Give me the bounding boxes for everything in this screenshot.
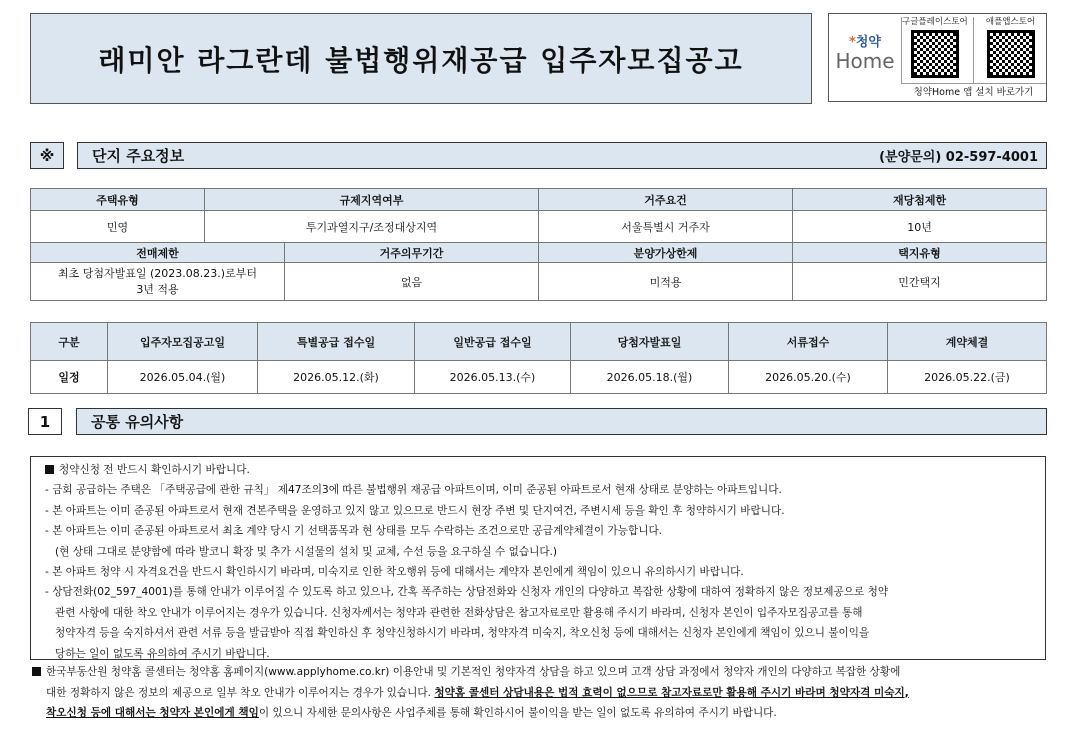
value-housing-type: 민영 <box>31 211 205 243</box>
value-resale-limit-line2: 3년 적용 <box>136 282 179 296</box>
value-price-cap: 미적용 <box>539 263 793 301</box>
schedule-date-special: 2026.05.12.(화) <box>258 361 415 394</box>
schedule-table <box>30 322 1047 394</box>
value-resale-limit <box>31 263 285 301</box>
section-number: 1 <box>28 408 62 435</box>
value-residence-req: 서울특별시 거주자 <box>539 211 793 243</box>
section-label <box>77 142 1047 169</box>
applyhome-logo <box>833 24 897 84</box>
app-install-link[interactable]: 청약Home 앱 설치 바로가기 <box>901 83 1046 101</box>
note-text: 대한 정확하지 않은 정보의 제공으로 일부 착오 안내가 이루어지는 경우가 있습니다. <box>46 686 435 699</box>
notice-line: - 상담전화(02_597_4001)를 통해 안내가 이루어질 수 있도록 하고 있으나, 간혹 폭주하는 상담전화와 신청자 개인의 다양하고 복잡한 상황에 대하여 정확하지 않은 정보제공으로 청약 <box>45 586 889 599</box>
complex-info-table <box>30 188 1047 301</box>
schedule-date-announcement: 2026.05.04.(월) <box>108 361 258 394</box>
logo-text-bottom: Home <box>835 49 895 73</box>
notice-line: 관련 사항에 대한 착오 안내가 이루어지는 경우가 있습니다. 신청자께서는 청약과 관련한 전화상담은 참고자료로만 활용해 주시기 바라며, 신청자 본인이 입주자모집공고를 통해 <box>55 606 863 619</box>
note-text: 한국부동산원 청약홈 콜센터는 청약홈 홈페이지(www.applyhome.co.kr) 이용안내 및 기본적인 청약자격 상담을 하고 있으며 고객 상담 과정에서 청약자 개인의 다양하고 복잡한 상황에 <box>46 666 901 678</box>
square-bullet-icon <box>32 667 41 676</box>
schedule-header-category: 구분 <box>31 323 108 361</box>
header-residence-duty: 거주의무기간 <box>285 243 539 263</box>
notice-line: - 본 아파트 청약 시 자격요건을 반드시 확인하시기 바라며, 미숙지로 인한 착오행위 등에 대해서는 계약자 본인에게 책임이 있으니 유의하시기 바랍니다. <box>45 566 744 579</box>
schedule-header-contract: 계약체결 <box>888 323 1047 361</box>
notice-line: - 본 아파트는 이미 준공된 아파트로서 최초 계약 당시 기 선택품목과 현 상태를 모두 수락하는 조건으로만 공급계약체결이 가능합니다. <box>45 525 663 538</box>
header-regulation-area: 규제지역여부 <box>205 189 539 211</box>
notice-line <box>45 460 1035 480</box>
qr-code-icon <box>987 30 1035 78</box>
qr-google-play[interactable] <box>901 17 967 83</box>
schedule-date-general: 2026.05.13.(수) <box>415 361 571 394</box>
qr-code-icon <box>911 30 959 78</box>
notice-line: 청약자격 등을 숙지하셔서 관련 서류 등을 발급받아 직접 확인하신 후 청약신청하시기 바라며, 청약자격 미숙지, 착오신청 등에 대해서는 신청자 본인에게 책임이 있으니 불이익을 <box>55 627 870 640</box>
header-price-cap: 분양가상한제 <box>539 243 793 263</box>
header-rewin-limit: 재당첨제한 <box>793 189 1047 211</box>
value-regulation-area: 투기과열지구/조정대상지역 <box>205 211 539 243</box>
schedule-date-contract: 2026.05.22.(금) <box>888 361 1047 394</box>
value-resale-limit-line1: 최초 당첨자발표일 (2023.08.23.)로부터 <box>58 266 257 280</box>
notice-line: (현 상태 그대로 분양함에 따라 발코니 확장 및 추가 시설물의 설치 및 교체, 수선 등을 요구하실 수 없습니다.) <box>55 545 558 558</box>
square-bullet-icon <box>45 465 54 474</box>
callcenter-note <box>30 662 1046 724</box>
notice-line: - 금회 공급하는 주택은 「주택공급에 관한 규칙」 제47조의3에 따른 불법행위 재공급 아파트이며, 이미 준공된 아파트로서 현재 상태로 분양하는 아파트입니다. <box>45 484 782 497</box>
section-complex-info <box>30 142 1047 169</box>
note-emphasis: 착오신청 등에 대해서는 청약자 본인에게 책임 <box>46 707 259 719</box>
schedule-header-documents: 서류접수 <box>729 323 888 361</box>
section-title: 공통 유의사항 <box>91 413 184 431</box>
qr-app-store[interactable] <box>973 17 1047 83</box>
value-land-type: 민간택지 <box>793 263 1047 301</box>
note-line <box>32 662 1046 683</box>
schedule-date-documents: 2026.05.20.(수) <box>729 361 888 394</box>
schedule-header-general: 일반공급 접수일 <box>415 323 571 361</box>
schedule-row-label: 일정 <box>31 361 108 394</box>
notice-line: 당하는 일이 없도록 유의하여 주시기 바랍니다. <box>55 647 270 660</box>
schedule-header-special: 특별공급 접수일 <box>258 323 415 361</box>
note-emphasis: 청약홈 콜센터 상담내용은 법적 효력이 없으므로 참고자료로만 활용해 주시기 바라며 청약자격 미숙지, <box>434 686 909 699</box>
notice-line: - 본 아파트는 이미 준공된 아파트로서 현재 견본주택을 운영하고 있지 않고 있으므로 반드시 현장 주변 및 단지여건, 주변시세 등을 확인 후 청약하시기 바랍니다. <box>45 504 785 517</box>
app-install-box[interactable] <box>828 13 1047 102</box>
value-rewin-limit: 10년 <box>793 211 1047 243</box>
notice-text: 청약신청 전 반드시 확인하시기 바랍니다. <box>59 464 250 476</box>
section-title: 단지 주요정보 <box>92 147 185 165</box>
header-resale-limit: 전매제한 <box>31 243 285 263</box>
qr-apple-caption: 애플앱스토어 <box>985 17 1036 27</box>
header-land-type: 택지유형 <box>793 243 1047 263</box>
header-residence-req: 거주요건 <box>539 189 793 211</box>
note-line <box>32 683 1046 704</box>
section-common-notes <box>28 408 1047 435</box>
logo-text-top: 청약 <box>855 35 881 50</box>
header-housing-type: 주택유형 <box>31 189 205 211</box>
contact-phone: (분양문의) 02-597-4001 <box>879 150 1038 165</box>
note-line <box>32 703 1046 724</box>
note-text: 이 있으니 자세한 문의사항은 사업주체를 통해 확인하시어 불이익을 받는 일이 없도록 유의하여 주시기 바랍니다. <box>258 707 777 719</box>
section-label <box>76 408 1047 435</box>
schedule-header-announcement: 입주자모집공고일 <box>108 323 258 361</box>
schedule-header-winner: 당첨자발표일 <box>571 323 729 361</box>
page-title: 래미안 라그란데 불법행위재공급 입주자모집공고 <box>30 13 812 104</box>
qr-google-caption: 구글플레이스토어 <box>902 17 968 27</box>
value-residence-duty: 없음 <box>285 263 539 301</box>
schedule-date-winner: 2026.05.18.(월) <box>571 361 729 394</box>
logo-star-icon: * <box>849 35 856 50</box>
notice-box <box>30 456 1046 660</box>
section-mark: ※ <box>30 142 64 169</box>
